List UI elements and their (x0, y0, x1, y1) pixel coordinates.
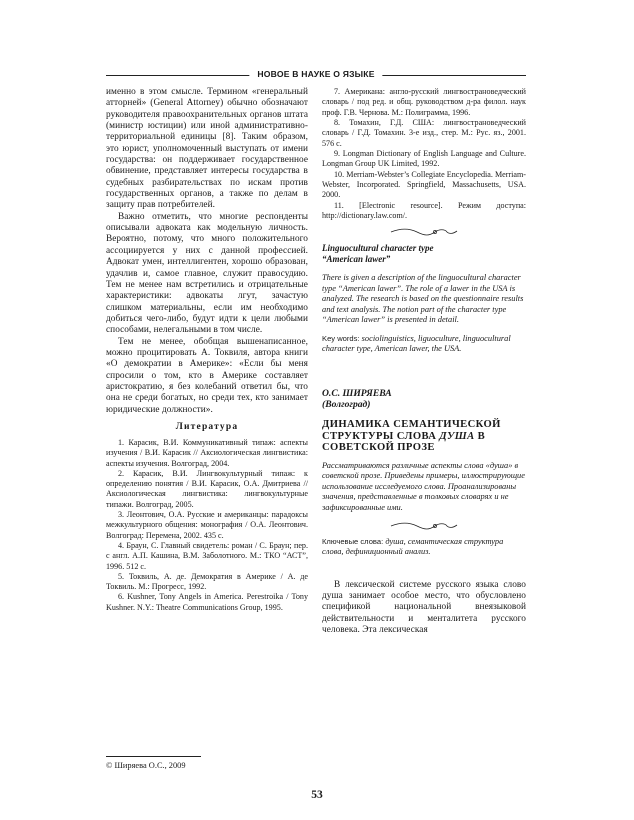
russian-abstract-text: Рассматриваются различные аспекты слова «душа» в советской прозе. Приведены примеры, иллюстрирующие использование исследуемого слова. Проанализированы значения, представленные в толковых словарях и не зафиксированные ими. (322, 460, 525, 512)
article-body-paragraph: В лексической системе русского языка слово душа занимает особое место, что обусловлено спецификой национальной внеязыковой действительности и менталитета русского человека. Эта лексическая (322, 579, 526, 636)
article-title (322, 419, 526, 453)
keywords-label: Ключевые слова: (322, 536, 384, 546)
section-title: НОВОЕ В НАУКЕ О ЯЗЫКЕ (249, 69, 382, 79)
reference-item: 10. Merriam-Webster’s Collegiate Encyclopedia. Merriam-Webster, Incorporated. Springfield, Massachusetts, USA. 2000. (322, 169, 526, 200)
reference-item: 1. Карасик, В.И. Коммуникативный типаж: аспекты изучения / В.И. Карасик // Аксиологическая лингвистика: аспекты изучения. Волгоград, 2004. (106, 437, 308, 468)
body-paragraph: Тем не менее, обобщая вышенаписанное, можно процитировать А. Токвиля, автора книги «О демократии в Америке»: «Если бы меня спросили о том, кто в Америке составляет аристократию, я без колебаний ответил бы, что она не среди богатых, но среди тех, кто занимает юридические должности». (106, 336, 308, 415)
ornament-divider-icon (389, 521, 459, 531)
english-keywords (322, 334, 526, 355)
reference-item: 7. Американа: англо-русский лингвострановедческий словарь / под ред. и общ. руководством д-ра филол. наук проф. Г.В. Чернова. М.: Полиграмма, 1996. (322, 87, 526, 117)
reference-item: 3. Леонтович, О.А. Русские и американцы: парадоксы межкультурного общения: монография / О.А. Леонтович. Волгоград: Перемена, 2002. 435 с. (106, 510, 308, 540)
article-title-word: ДУША (439, 430, 475, 442)
left-column (106, 87, 308, 613)
keywords-text: sociolinguistics, liguoculture, linguocultural character type, American lawer, the USA. (322, 333, 511, 353)
body-paragraph: Важно отметить, что многие респонденты описывали адвоката как модельную личность. Вероятно, потому, что много положительного ассоциируется у них с данной профессией. Адвокат умен, интеллигентен, хорошо образован, удачлив и, самое главное, служит правосудию. Тем не менее нам встретились и отрицательные характеристики: адвокаты лгут, зачастую слишком материальны, если им необходимо добиться чего-либо, будут идти к цели любыми способами, нелегальными в том числе. (106, 211, 308, 336)
english-title-line: Linguocultural character type (322, 243, 434, 254)
ornament-divider-icon (389, 227, 459, 237)
reference-item: 11. [Electronic resource]. Режим доступа: http://dictionary.law.com/. (322, 200, 526, 221)
english-abstract-text: There is given a description of the linguocultural character type “American lawer”. The role of a lawer in the USA is analyzed. The research is based on the questionnaire results and text analysis. The notion part of the character type “American lawer” is presented in detail. (322, 273, 524, 325)
reference-item: 9. Longman Dictionary of English Language and Culture. Longman Group UK Limited, 1992. (322, 149, 526, 169)
article-title-part: ДИНАМИКА СЕМАНТИЧЕСКОЙ СТРУКТУРЫ СЛОВА (322, 419, 501, 442)
footnote-rule (106, 756, 201, 757)
reference-item: 5. Токвиль, А. де. Демократия в Америке / А. де Токвиль. М.: Прогресс, 1992. (106, 571, 308, 592)
english-abstract-title (322, 243, 526, 265)
article-title-part: В СОВЕТСКОЙ ПРОЗЕ (322, 430, 486, 453)
keywords-label: Key words: (322, 333, 360, 343)
page-number: 53 (311, 789, 323, 801)
reference-item: 4. Браун, С. Главный свидетель: роман / С. Браун; пер. с англ. А.П. Кашина, В.М. Заболотного. М.: ТКО “АСТ”, 1996. 512 с. (106, 540, 308, 571)
article-city: (Волгоград) (322, 399, 371, 411)
right-column (322, 87, 526, 636)
running-header (106, 70, 526, 82)
reference-item: 2. Карасик, В.И. Лингвокультурный типаж: к определению понятия / В.И. Карасик, О.А. Дмитриева // Аксиологическая лингвистика: лингвокультурные типажи. Волгоград, 2005. (106, 468, 308, 509)
reference-item: 6. Kushner, Tony Angels in America. Perestroika / Tony Kushner. N.Y.: Theatre Communications Group, 1995. (106, 592, 308, 612)
body-paragraph: именно в этом смысле. Термином «генеральный атторней» (General Attorney) обычно обозначают руководителя правоохранительных органов штата (министр юстиции) или иной административно-территориальной единицы [8]. Таким образом, это юрист, уполномоченный выступать от имени государства: он поддерживает государственное обвинение, представляет интересы государства в судебных разбирательствах по искам против государственных органов, а также по делам в защиту прав потребителей. (106, 87, 308, 211)
article-author: О.С. ШИРЯЕВА (322, 388, 392, 400)
russian-keywords (322, 537, 526, 558)
keywords-text: душа, семантическая структура слова, дефиниционный анализ. (322, 536, 504, 557)
english-title-line: “American lawer” (322, 254, 391, 265)
reference-item: 8. Томахин, Г.Д. США: лингвострановедческий словарь / Г.Д. Томахин. 3-е изд., стер. М.: Рус. яз., 2001. 576 с. (322, 118, 526, 148)
literature-heading: Литература (175, 421, 239, 432)
copyright-line: © Ширяева О.С., 2009 (106, 761, 186, 770)
